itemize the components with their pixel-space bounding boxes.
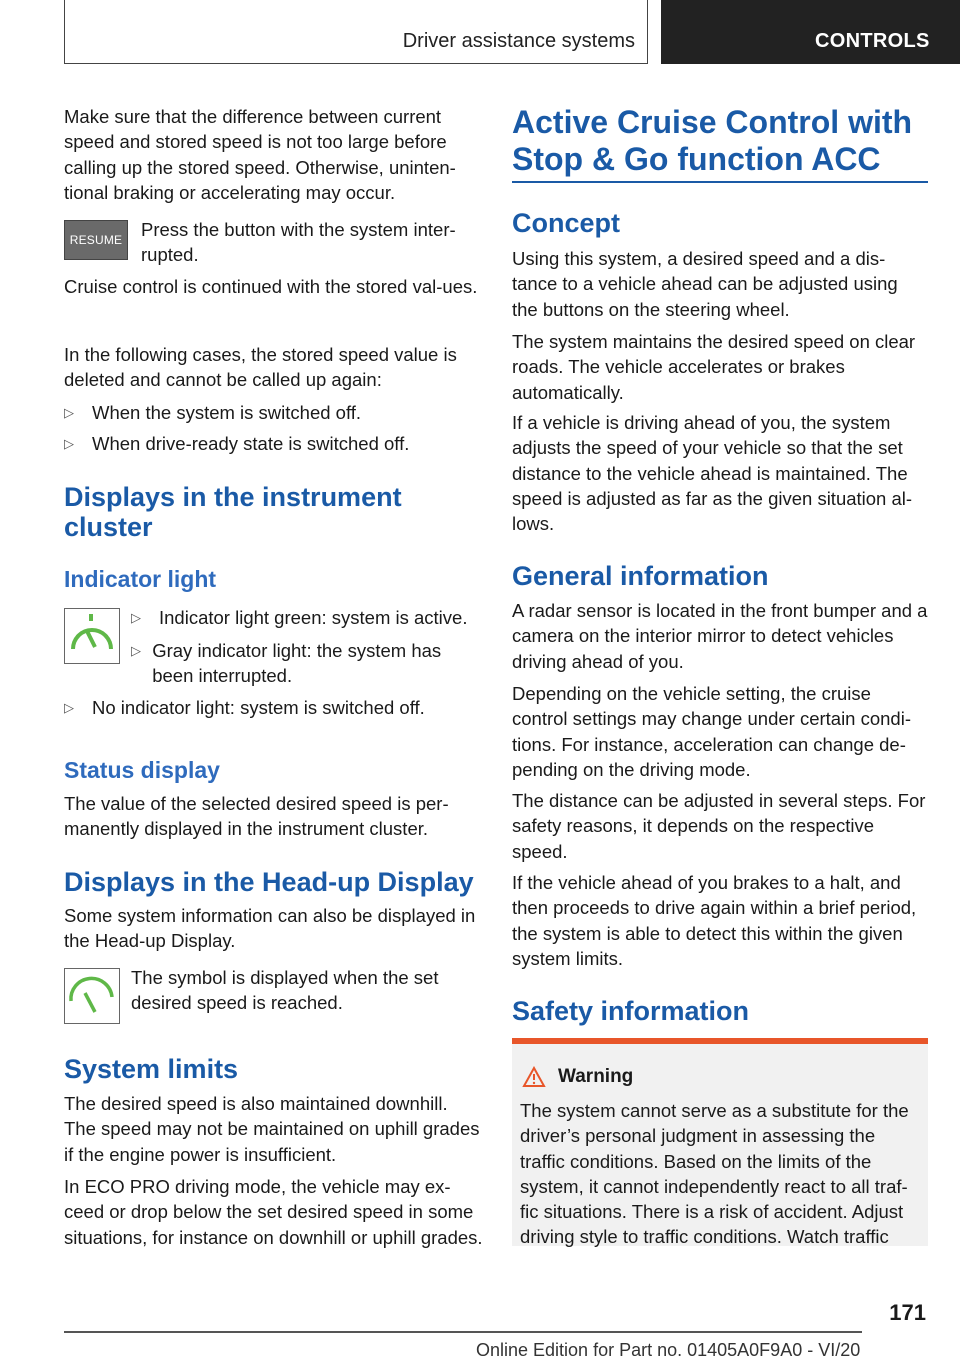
warning-box — [512, 1044, 928, 1246]
footer-edition: Online Edition for Part no. 01405A0F9A0 - VI/20 — [476, 1340, 861, 1360]
warning-text: The system cannot serve as a substitute for the driver’s personal judgment in assessing the traffic conditions. Based on the limits of the system, it cannot independently react to all traf‐fic situations. There is a risk of accident. Adjust driving style to traffic conditions. Watch traffic — [520, 1100, 909, 1248]
list-item-text: Gray indicator light: the system has been interrupted. — [152, 640, 442, 687]
list-item — [131, 638, 481, 689]
warning-title: Warning — [558, 1066, 634, 1087]
general-paragraph-3: The distance can be adjusted in several steps. For safety reasons, it depends on the respective speed. — [512, 790, 926, 862]
hud-acc-symbol-icon — [64, 968, 120, 1024]
intro-paragraph: Make sure that the difference between current speed and stored speed is not too large before calling up the stored speed. Otherwise, uninten‐tional braking or accelerating may occur. — [64, 106, 456, 203]
heading-head-up-display: Displays in the Head-up Display — [64, 867, 474, 897]
concept-paragraph-1: Using this system, a desired speed and a dis‐tance to a vehicle ahead can be adjusted using the buttons on the steering wheel. — [512, 248, 898, 320]
list-item-text: When the system is switched off. — [92, 402, 362, 423]
acc-indicator-green-icon — [64, 608, 120, 664]
hud-paragraph: Some system information can also be displayed in the Head-up Display. — [64, 905, 476, 952]
list-item-text: When drive-ready state is switched off. — [92, 433, 410, 454]
warning-triangle-icon — [522, 1066, 546, 1088]
heading-system-limits: System limits — [64, 1054, 239, 1084]
status-paragraph: The value of the selected desired speed is per‐manently displayed in the instrument cluster. — [64, 793, 449, 840]
heading-safety-information: Safety information — [512, 996, 750, 1026]
heading-displays-instrument-cluster: Displays in the instrument cluster — [64, 482, 402, 542]
general-paragraph-1: A radar sensor is located in the front bumper and a camera on the interior mirror to detect vehicles driving ahead of you. — [512, 600, 928, 672]
header-chapter-title: CONTROLS — [815, 30, 930, 52]
heading-rule — [512, 181, 928, 183]
resume-paragraph: Press the button with the system inter‐rupted. — [141, 219, 456, 266]
bullet-triangle-icon: ▷ — [131, 610, 141, 625]
page-number: 171 — [889, 1300, 926, 1325]
limits-paragraph-1: The desired speed is also maintained downhill. The speed may not be maintained on uphill grades if the engine power is insufficient. — [64, 1093, 480, 1165]
general-paragraph-4: If the vehicle ahead of you brakes to a halt, and then proceeds to drive again within a brief period, the system is able to detect this within the given system limits. — [512, 872, 917, 969]
header-section-box — [64, 0, 648, 64]
list-item — [131, 605, 481, 630]
list-item — [64, 431, 484, 456]
general-paragraph-2: Depending on the vehicle setting, the cruise control settings may change under certain condi‐tions. For instance, acceleration can change de‐pending on the driving mode. — [512, 683, 911, 780]
bullet-triangle-icon: ▷ — [131, 643, 141, 658]
concept-paragraph-2: The system maintains the desired speed on clear roads. The vehicle accelerates or brakes automatically. — [512, 331, 916, 403]
heading-concept: Concept — [512, 208, 620, 238]
hud-symbol-paragraph: The symbol is displayed when the set desired speed is reached. — [131, 967, 439, 1014]
resume-button-icon — [64, 220, 128, 260]
heading-indicator-light: Indicator light — [64, 566, 217, 592]
list-item-text: No indicator light: system is switched off. — [92, 697, 425, 718]
list-item-text: Indicator light green: system is active. — [159, 607, 468, 628]
heading-acc-main: Active Cruise Control with Stop & Go function ACC — [512, 104, 913, 177]
list-item — [64, 695, 484, 720]
concept-paragraph-3: If a vehicle is driving ahead of you, the system adjusts the speed of your vehicle so that the set distance to the vehicle ahead is maintained. The speed is adjusted as far as the given situation al‐lows. — [512, 412, 913, 535]
header-section-title: Driver assistance systems — [402, 30, 635, 52]
footer-rule — [64, 1331, 862, 1333]
bullet-triangle-icon: ▷ — [64, 436, 74, 451]
list-item — [64, 400, 484, 425]
header-chapter-box — [661, 0, 960, 64]
bullet-triangle-icon: ▷ — [64, 405, 74, 420]
deleted-intro-paragraph: In the following cases, the stored speed value is deleted and cannot be called up again: — [64, 344, 457, 391]
limits-paragraph-2: In ECO PRO driving mode, the vehicle may ex‐ceed or drop below the set desired speed in some situations, for instance on downhill or uphill grades. — [64, 1176, 483, 1248]
continued-paragraph: Cruise control is continued with the stored val‐ues. — [64, 276, 478, 297]
resume-button-label: RESUME — [69, 233, 123, 247]
heading-status-display: Status display — [64, 757, 220, 783]
heading-general-information: General information — [512, 561, 769, 591]
bullet-triangle-icon: ▷ — [64, 700, 74, 715]
